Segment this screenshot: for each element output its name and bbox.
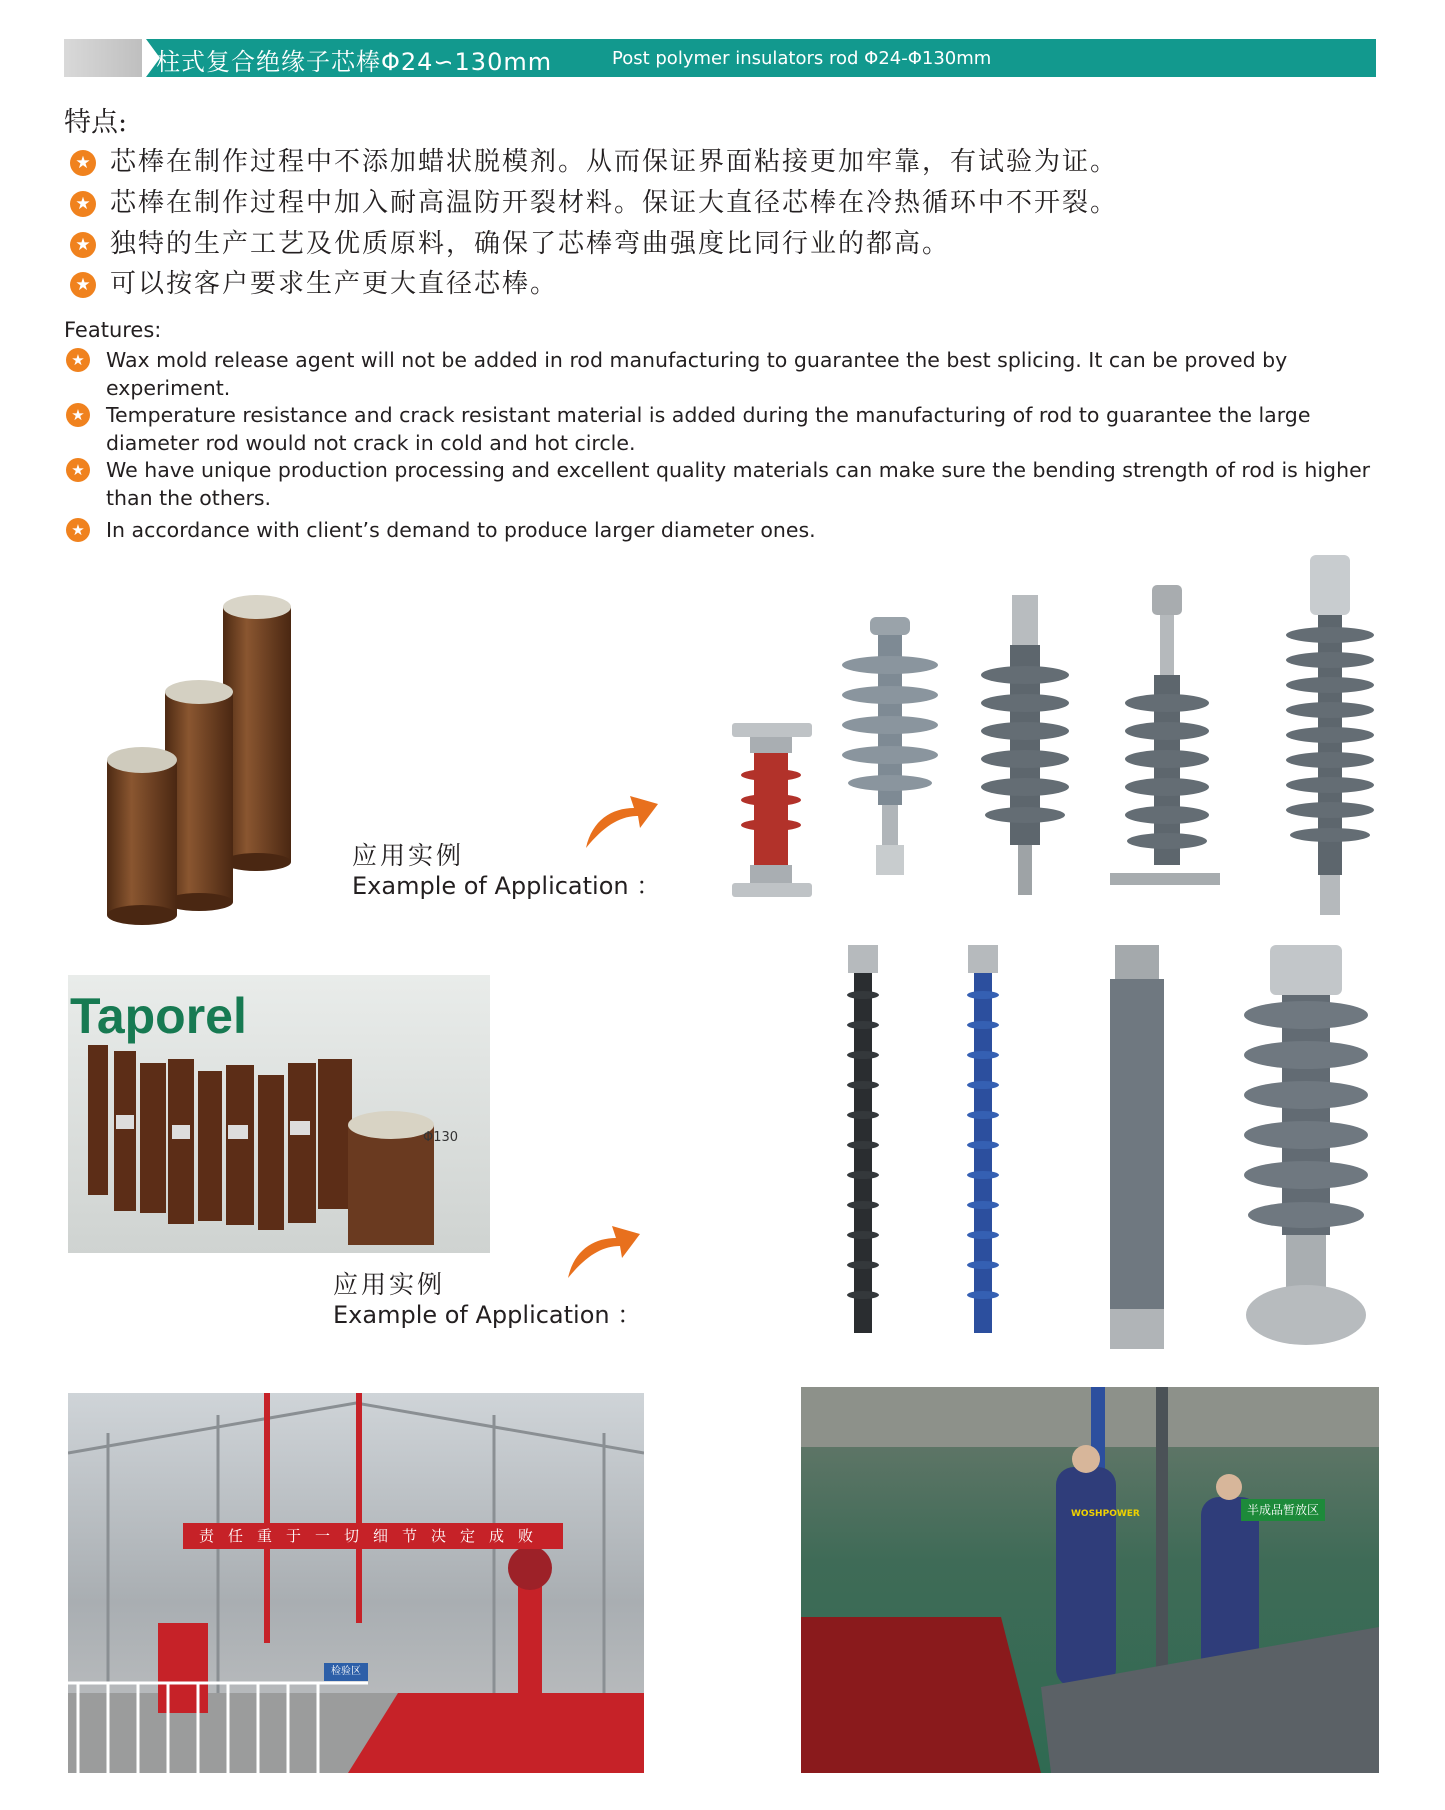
star-bullet-icon: ★ xyxy=(70,191,96,217)
feature-en-item xyxy=(66,456,1406,512)
factory-scene xyxy=(801,1387,1379,1773)
orange-arrow-icon xyxy=(564,1220,644,1280)
application-label-cn: 应用实例 xyxy=(352,841,465,870)
star-bullet-icon: ★ xyxy=(66,458,90,482)
feature-cn-text: 芯棒在制作过程中加入耐高温防开裂材料。保证大直径芯棒在冷热循环中不开裂。 xyxy=(110,188,1119,218)
taporel-rods-photo xyxy=(68,975,490,1253)
grey-station-post-insulator xyxy=(1110,945,1164,1349)
feature-en-item xyxy=(66,516,1406,544)
feature-en-item xyxy=(66,346,1406,402)
feature-cn-text: 芯棒在制作过程中不添加蜡状脱模剂。从而保证界面粘接更加牢靠，有试验为证。 xyxy=(110,147,1119,177)
star-bullet-icon: ★ xyxy=(66,348,90,372)
hall-banner: 责任重于一切细节决定成败 xyxy=(183,1523,563,1549)
star-bullet-icon: ★ xyxy=(66,518,90,542)
feature-cn-item xyxy=(70,223,950,260)
features-cn-title: 特点: xyxy=(64,107,128,138)
feature-cn-text: 可以按客户要求生产更大直径芯棒。 xyxy=(110,269,559,299)
feature-en-text: Temperature resistance and crack resistant material is added during the manufacturing of rod to guarantee the large diameter rod would not crack in cold and hot circle. xyxy=(106,403,1311,455)
feature-en-text: In accordance with client’s demand to produce larger diameter ones. xyxy=(106,518,816,542)
feature-en-item xyxy=(66,401,1406,457)
warning-sign: 检验区 xyxy=(324,1663,368,1681)
insulators-row-2 xyxy=(840,945,1385,1355)
insulators-row-1 xyxy=(720,555,1390,930)
orange-arrow-icon xyxy=(582,790,662,850)
test-hall-photo xyxy=(68,1393,644,1773)
tall-grey-insulator xyxy=(1286,555,1374,915)
brand-sign: Taporel xyxy=(70,988,247,1044)
large-station-post-insulator xyxy=(1244,945,1368,1345)
jacket-logo: WOSHPOWER xyxy=(1071,1509,1140,1519)
feature-cn-item xyxy=(70,141,1118,178)
header-title-cn: 柱式复合绝缘子芯棒Φ24∽130mm xyxy=(156,48,553,76)
rods-cluster xyxy=(68,975,490,1253)
application-label-en: Example of Application ： xyxy=(352,872,661,900)
feature-cn-item xyxy=(70,182,1118,219)
feature-cn-text: 独特的生产工艺及优质原料，确保了芯棒弯曲强度比同行业的都高。 xyxy=(110,229,951,259)
factory-floor-photo xyxy=(801,1387,1379,1773)
section-header-bar xyxy=(64,39,1376,77)
features-en-title: Features: xyxy=(64,318,162,342)
blue-long-rod-insulator xyxy=(967,945,999,1333)
grey-line-post-insulator xyxy=(842,617,938,875)
feature-cn-item xyxy=(70,263,558,300)
brown-rods-photo xyxy=(95,585,315,935)
dark-suspension-insulator xyxy=(981,595,1069,895)
star-bullet-icon: ★ xyxy=(66,403,90,427)
feature-en-text: Wax mold release agent will not be added in rod manufacturing to guarantee the best splicing. It can be proved by experiment. xyxy=(106,348,1288,400)
bracket-post-insulator xyxy=(1110,585,1220,885)
hall-structure xyxy=(68,1393,644,1773)
star-bullet-icon: ★ xyxy=(70,150,96,176)
star-bullet-icon: ★ xyxy=(70,232,96,258)
black-long-rod-insulator xyxy=(847,945,879,1333)
rod-mark: Φ130 xyxy=(423,1130,459,1145)
header-title-en: Post polymer insulators rod Φ24-Φ130mm xyxy=(612,48,992,69)
red-post-insulator xyxy=(732,723,812,897)
star-bullet-icon: ★ xyxy=(70,272,96,298)
feature-en-text: We have unique production processing and excellent quality materials can make sure the bending strength of rod is higher than the others. xyxy=(106,458,1371,510)
application-label-cn-2: 应用实例 xyxy=(333,1270,446,1299)
header-grey-tab xyxy=(64,39,142,77)
application-label-en-2: Example of Application ： xyxy=(333,1301,642,1329)
factory-sign: 半成品暂放区 xyxy=(1241,1499,1325,1521)
